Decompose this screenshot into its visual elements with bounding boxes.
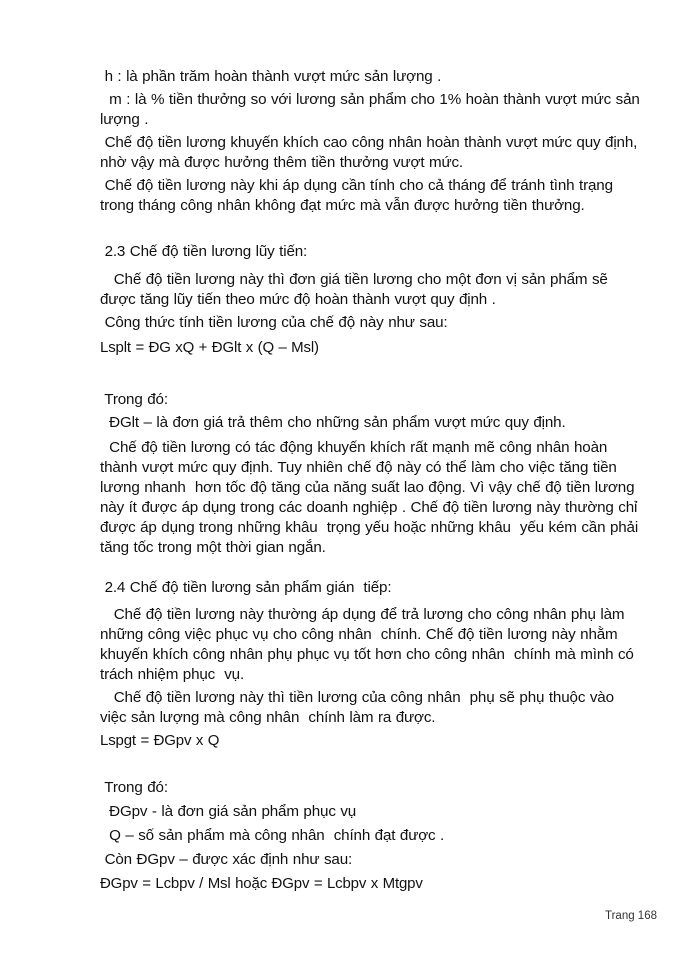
- text-line: trách nhiệm phục vụ.: [100, 666, 245, 683]
- page-number: Trang 168: [605, 910, 657, 922]
- text-line: Chế độ tiền lương này thì tiền lương của công nhân phụ sẽ phụ thuộc vào: [100, 689, 614, 706]
- text-line: được tăng lũy tiến theo mức độ hoàn thành vượt quy định .: [100, 291, 496, 308]
- text-line: Chế độ tiền lương này khi áp dụng cần tính cho cả tháng để tránh tình trạng: [100, 177, 613, 194]
- text-line: thành vượt mức quy định. Tuy nhiên chế độ này có thể làm cho việc tăng tiền: [100, 459, 617, 476]
- text-line: trong tháng công nhân không đạt mức mà vẫn được hưởng tiền thưởng.: [100, 197, 585, 214]
- text-line: Q – số sản phẩm mà công nhân chính đạt được .: [100, 827, 445, 844]
- formula: Lsplt = ĐG xQ + ĐGlt x (Q – Msl): [100, 339, 319, 356]
- text-line: ĐGlt – là đơn giá trả thêm cho những sản phẩm vượt mức quy định.: [100, 414, 566, 431]
- text-line: Chế độ tiền lương có tác động khuyến khích rất mạnh mẽ công nhân hoàn: [100, 439, 608, 456]
- text-line: này ít được áp dụng trong các doanh nghiệp . Chế độ tiền lương này thường chỉ: [100, 499, 638, 516]
- text-line: những công việc phục vụ cho công nhân chính. Chế độ tiền lương này nhằm: [100, 626, 618, 643]
- text-line: m : là % tiền thưởng so với lương sản phẩm cho 1% hoàn thành vượt mức sản: [100, 91, 640, 108]
- text-line: việc sản lượng mà công nhân chính làm ra được.: [100, 709, 436, 726]
- text-line: khuyến khích công nhân phụ phục vụ tốt hơn cho công nhân chính mà mình có: [100, 646, 634, 663]
- text-line: Chế độ tiền lương này thì đơn giá tiền lương cho một đơn vị sản phẩm sẽ: [100, 271, 608, 288]
- text-line: Trong đó:: [100, 779, 168, 796]
- text-line: Chế độ tiền lương khuyến khích cao công nhân hoàn thành vượt mức quy định,: [100, 134, 638, 151]
- text-line: lượng .: [100, 111, 149, 128]
- text-line: Công thức tính tiền lương của chế độ này như sau:: [100, 314, 448, 331]
- text-line: lương nhanh hơn tốc độ tăng của năng suất lao động. Vì vậy chế độ tiền lương: [100, 479, 635, 496]
- section-heading: 2.3 Chế độ tiền lương lũy tiến:: [100, 243, 308, 260]
- section-heading: 2.4 Chế độ tiền lương sản phẩm gián tiếp:: [100, 579, 392, 596]
- text-line: ĐGpv - là đơn giá sản phẩm phục vụ: [100, 803, 357, 820]
- text-line: Trong đó:: [100, 391, 168, 408]
- text-line: h : là phần trăm hoàn thành vượt mức sản lượng .: [100, 68, 442, 85]
- text-line: được áp dụng trong những khâu trọng yếu hoặc những khâu yếu kém cần phải: [100, 519, 639, 536]
- formula: Lspgt = ĐGpv x Q: [100, 732, 220, 749]
- text-line: nhờ vậy mà được hưởng thêm tiền thưởng vượt mức.: [100, 154, 464, 171]
- text-line: Còn ĐGpv – được xác định như sau:: [100, 851, 353, 868]
- text-line: Chế độ tiền lương này thường áp dụng để trả lương cho công nhân phụ làm: [100, 606, 625, 623]
- formula: ĐGpv = Lcbpv / Msl hoặc ĐGpv = Lcbpv x Mtgpv: [100, 875, 423, 892]
- text-line: tăng tốc trong một thời gian ngắn.: [100, 539, 326, 556]
